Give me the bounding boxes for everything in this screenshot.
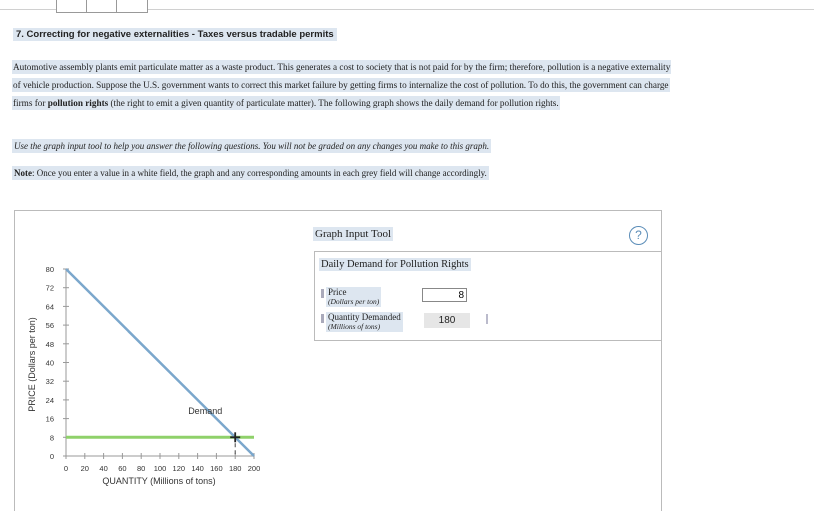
x-tick-label: 60	[118, 464, 127, 473]
y-tick-label: 32	[45, 377, 54, 387]
paragraph-line-3-start: firms for	[13, 98, 48, 108]
x-axis-label: QUANTITY (Millions of tons)	[102, 476, 216, 486]
note-body: : Once you enter a value in a white field, the graph and any corresponding amounts in each grey field will change accordingly.	[32, 168, 487, 178]
quantity-demanded-value: 180	[424, 313, 470, 328]
note-label: Note	[14, 168, 32, 178]
pollution-rights-term: pollution rights	[47, 98, 109, 108]
paragraph-line-2: of vehicle production. Suppose the U.S. government wants to correct this market failure by getting firms to internalize the cost of pollution. To do this, the government can charge	[13, 80, 669, 90]
y-tick-label: 40	[45, 358, 54, 368]
y-tick-label: 72	[45, 283, 54, 293]
x-tick-label: 140	[191, 464, 204, 473]
graph-input-box-title: Daily Demand for Pollution Rights	[321, 259, 469, 270]
instruction-text: Use the graph input tool to help you answer the following questions. You will not be graded on any changes you make to this graph.	[14, 141, 490, 151]
x-tick-label: 0	[63, 464, 69, 473]
question-title: 7. Correcting for negative externalities - Taxes versus tradable permits	[13, 28, 337, 41]
quantity-row-marker	[321, 314, 324, 323]
paragraph-line-3-end: (the right to emit a given quantity of particulate matter). The following graph shows the daily demand for pollution rights.	[108, 98, 559, 108]
x-tick-label: 80	[137, 464, 146, 473]
text-cursor	[486, 314, 488, 324]
y-tick-label: 80	[45, 265, 54, 274]
price-input[interactable]	[422, 288, 467, 302]
x-tick-label: 100	[153, 464, 167, 473]
x-tick-label: 40	[99, 464, 108, 473]
x-tick-label: 20	[80, 464, 89, 473]
graph-input-tool-title: Graph Input Tool	[315, 228, 392, 240]
x-tick-label: 120	[172, 464, 186, 473]
x-tick-label: 180	[228, 464, 242, 473]
y-tick-label: 0	[49, 452, 54, 461]
help-icon[interactable]: ?	[629, 226, 648, 245]
price-label-text: Price	[328, 287, 347, 297]
quantity-label	[326, 312, 403, 332]
price-row-marker	[321, 289, 324, 298]
y-axis-label: PRICE (Dollars per ton)	[27, 317, 37, 412]
y-tick-label: 16	[45, 414, 54, 424]
price-label	[326, 287, 381, 307]
x-tick-label: 200	[247, 464, 261, 473]
demand-curve-label: Demand	[188, 405, 223, 416]
paragraph-line-1: Automotive assembly plants emit particulate matter as a waste product. This generates a cost to society that is not paid for by the firm; therefore, pollution is a negative externality	[13, 62, 671, 72]
y-tick-label: 48	[45, 339, 54, 349]
quantity-label-text: Quantity Demanded	[328, 312, 401, 322]
y-tick-label: 56	[45, 321, 54, 331]
price-unit: (Dollars per ton)	[328, 297, 380, 306]
y-tick-label: 24	[45, 395, 54, 405]
y-tick-label: 64	[45, 302, 54, 312]
quantity-unit: (Millions of tons)	[328, 322, 381, 331]
y-tick-label: 8	[49, 433, 54, 443]
x-tick-label: 160	[210, 464, 223, 473]
demand-curve[interactable]	[66, 269, 254, 456]
